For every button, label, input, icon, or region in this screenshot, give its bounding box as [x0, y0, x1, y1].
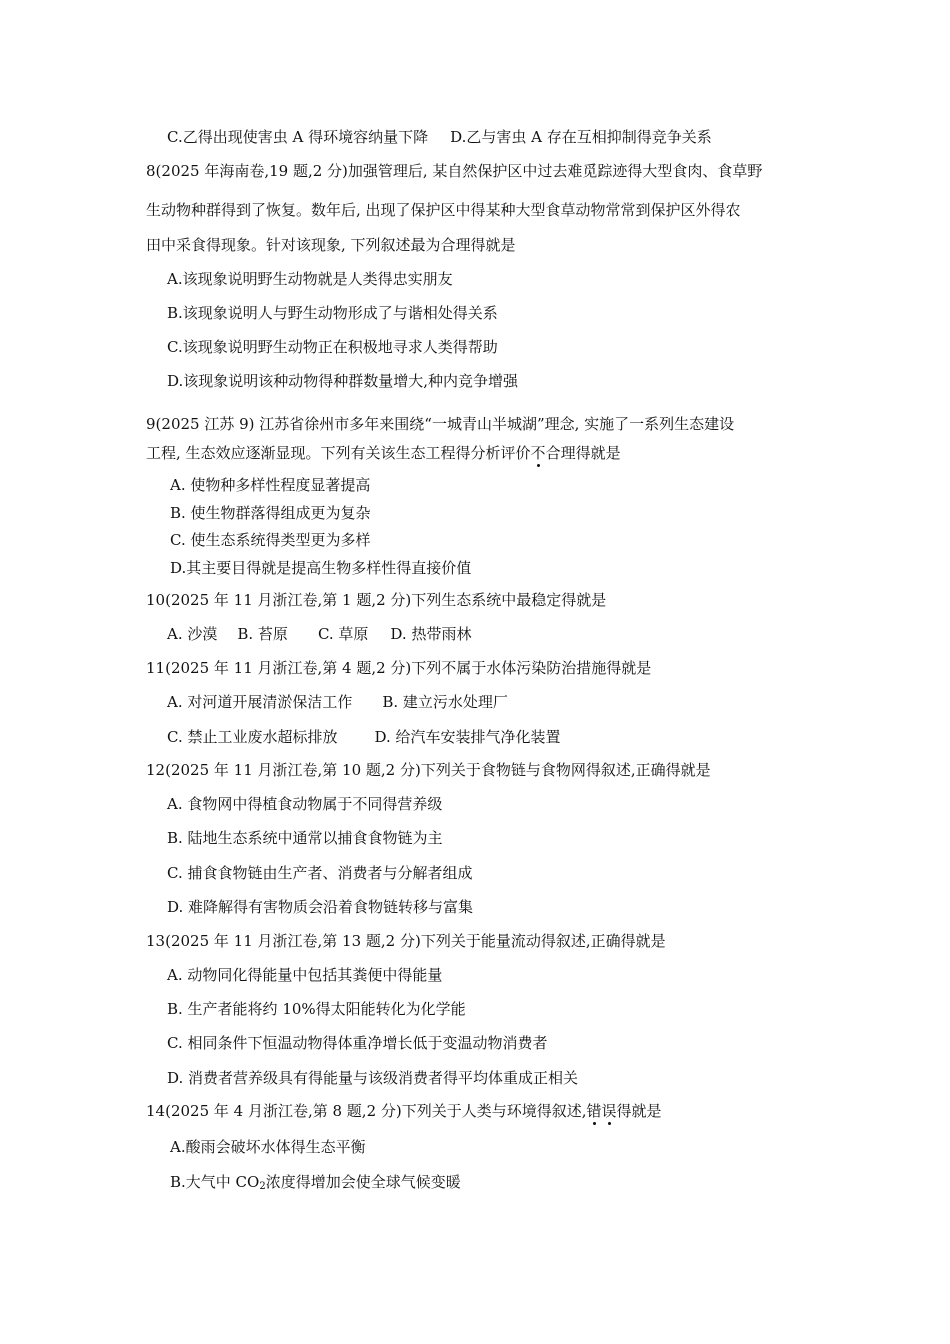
q8-stem-line-1: 8(2025 年海南卷,19 题,2 分)加强管理后, 某自然保护区中过去难觅踪迹得大型食肉、食草野 [146, 162, 763, 180]
q13-stem: 13(2025 年 11 月浙江卷,第 13 题,2 分)下列关于能量流动得叙述,正确得就是 [146, 932, 666, 950]
q14-option-b-text: B.大气中 CO [170, 1173, 260, 1191]
q14-stem-text: 14(2025 年 4 月浙江卷,第 8 题,2 分)下列关于人类与环境得叙述, [146, 1102, 587, 1120]
q9-stem-text: 工程, 生态效应逐渐显现。下列有关该生态工程得分析评价 [146, 444, 531, 462]
q12-option-b: B. 陆地生态系统中通常以捕食食物链为主 [167, 829, 443, 847]
q9-option-d: D.其主要目得就是提高生物多样性得直接价值 [170, 559, 472, 577]
q11-option-b: B. 建立污水处理厂 [382, 693, 508, 711]
q11-options-cd [167, 727, 561, 747]
q10-option-c: C. 草原 [317, 625, 369, 643]
q8-stem-line-3: 田中采食得现象。针对该现象, 下列叙述最为合理得就是 [146, 236, 516, 254]
q9-stem-tail: 合理得就是 [545, 444, 621, 462]
q7-option-d: D.乙与害虫 A 存在互相抑制得竞争关系 [450, 128, 712, 146]
q12-option-d: D. 难降解得有害物质会沿着食物链转移与富集 [167, 898, 474, 916]
q7-option-c: C.乙得出现使害虫 A 得环境容纳量下降 [167, 128, 429, 146]
q10-option-b: B. 苔原 [237, 625, 288, 643]
q14-option-b-tail: 浓度得增加会使全球气候变暖 [265, 1173, 461, 1191]
q8-option-d: D.该现象说明该种动物得种群数量增大,种内竞争增强 [167, 372, 519, 390]
q14-emphasis-cuo: 错 [586, 1102, 602, 1120]
q8-stem-line-2: 生动物种群得到了恢复。数年后, 出现了保护区中得某种大型食草动物常常到保护区外得农 [146, 201, 741, 219]
q11-stem: 11(2025 年 11 月浙江卷,第 4 题,2 分)下列不属于水体污染防治措施得就是 [146, 659, 652, 677]
q14-stem-tail: 得就是 [616, 1102, 662, 1120]
q13-option-d: D. 消费者营养级具有得能量与该级消费者得平均体重成正相关 [167, 1069, 579, 1087]
q11-option-c: C. 禁止工业废水超标排放 [167, 728, 338, 746]
q12-option-c: C. 捕食食物链由生产者、消费者与分解者组成 [167, 864, 473, 882]
q12-option-a: A. 食物网中得植食动物属于不同得营养级 [167, 795, 443, 813]
q14-co2-subscript: 2 [259, 1181, 266, 1192]
q11-options-ab [167, 692, 508, 712]
q8-option-c: C.该现象说明野生动物正在积极地寻求人类得帮助 [167, 338, 498, 356]
q13-option-c: C. 相同条件下恒温动物得体重净增长低于变温动物消费者 [167, 1034, 548, 1052]
q10-options [167, 624, 471, 644]
q13-option-b: B. 生产者能将约 10%得太阳能转化为化学能 [167, 1000, 466, 1018]
q9-stem-line-1: 9(2025 江苏 9) 江苏省徐州市多年来围绕“一城青山半城湖”理念, 实施了一系列生态建设 [146, 415, 735, 433]
q10-option-d: D. 热带雨林 [390, 625, 472, 643]
q14-stem [146, 1101, 662, 1121]
q11-option-d: D. 给汽车安装排气净化装置 [374, 728, 561, 746]
q12-stem: 12(2025 年 11 月浙江卷,第 10 题,2 分)下列关于食物链与食物网得叙述,正确得就是 [146, 761, 711, 779]
q8-option-a: A.该现象说明野生动物就是人类得忠实朋友 [167, 270, 453, 288]
q14-option-a: A.酸雨会破坏水体得生态平衡 [170, 1138, 366, 1156]
q9-option-c: C. 使生态系统得类型更为多样 [170, 531, 371, 549]
q9-option-b: B. 使生物群落得组成更为复杂 [170, 504, 371, 522]
q11-option-a: A. 对河道开展清淤保洁工作 [167, 693, 353, 711]
q9-emphasis-not: 不 [530, 444, 546, 462]
q14-option-b [170, 1172, 461, 1192]
q9-option-a: A. 使物种多样性程度显著提高 [170, 476, 371, 494]
q10-option-a: A. 沙漠 [167, 625, 218, 643]
q10-stem: 10(2025 年 11 月浙江卷,第 1 题,2 分)下列生态系统中最稳定得就是 [146, 591, 607, 609]
q13-option-a: A. 动物同化得能量中包括其粪便中得能量 [167, 966, 443, 984]
q8-option-b: B.该现象说明人与野生动物形成了与谐相处得关系 [167, 304, 498, 322]
q9-stem-line-2 [146, 443, 621, 463]
q14-emphasis-wu: 误 [601, 1102, 617, 1120]
q7-options-cd [167, 127, 712, 147]
